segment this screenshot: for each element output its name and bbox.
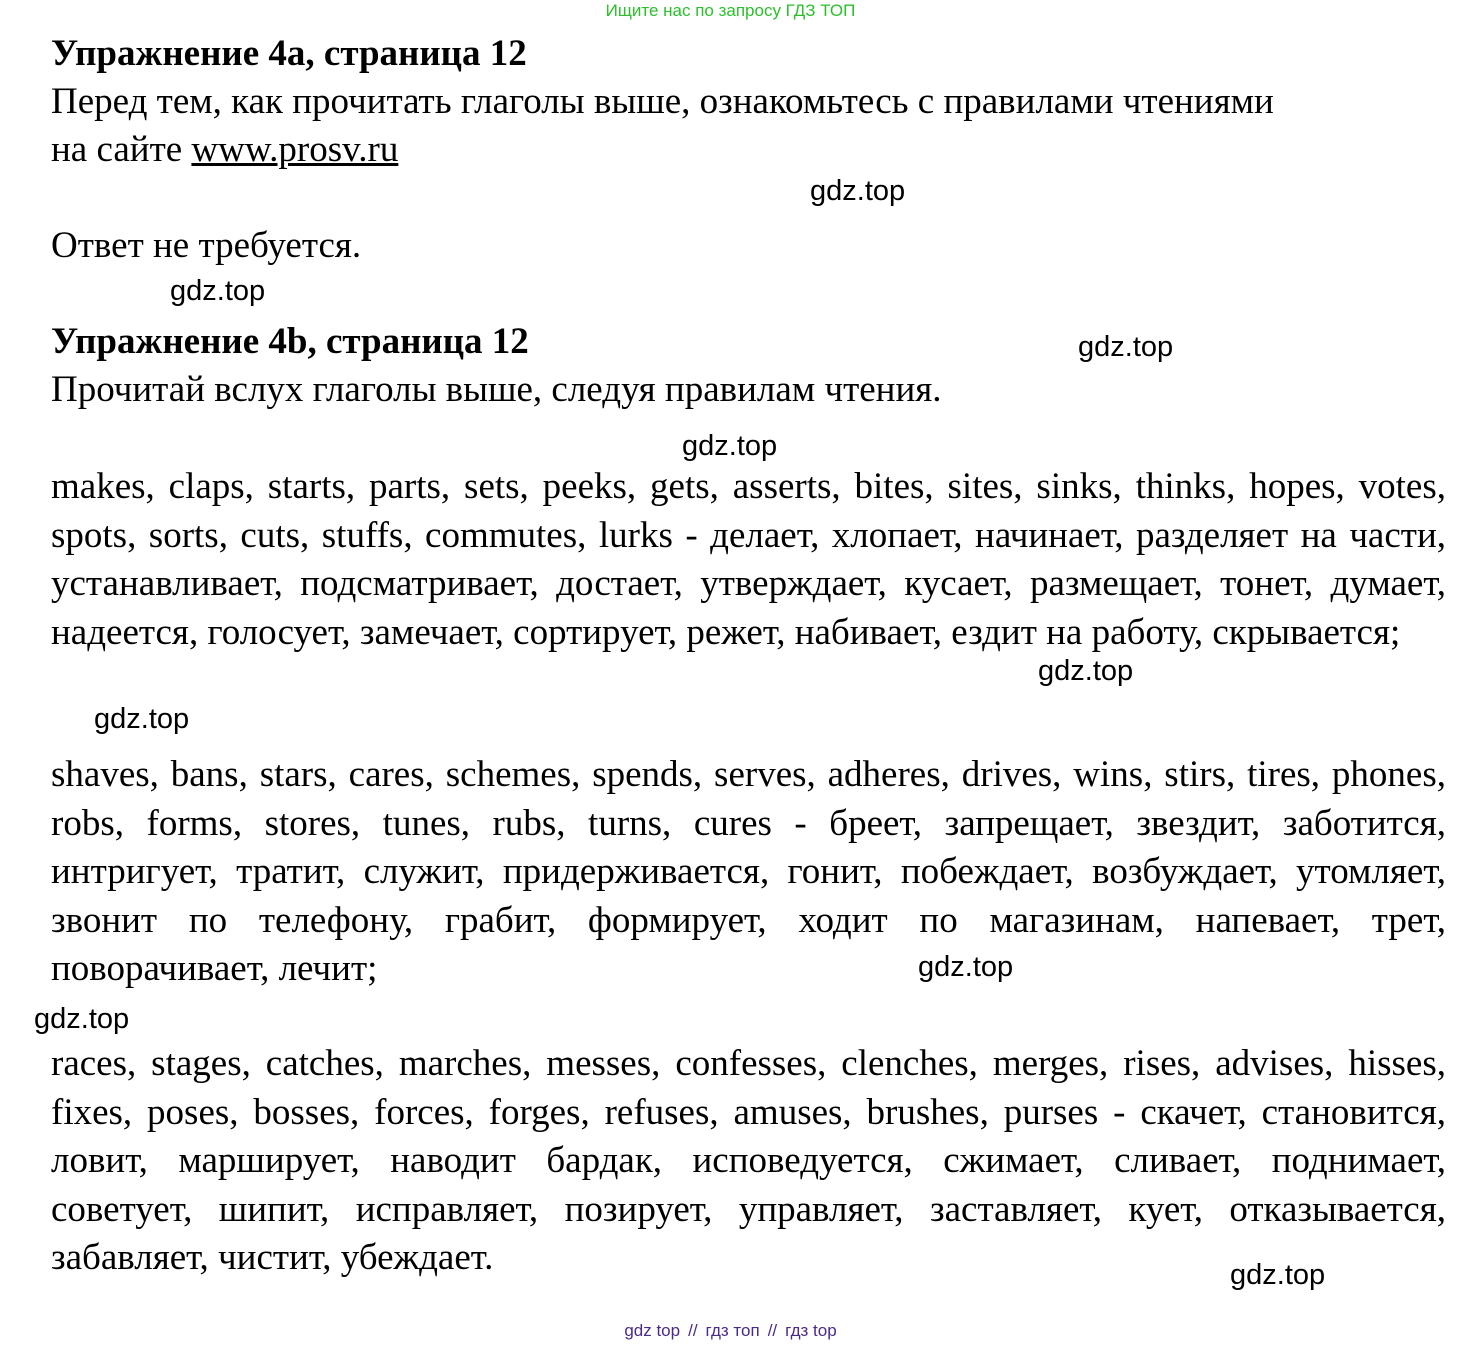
watermark: gdz.top [1230,1259,1326,1291]
verbs-paragraph-1: makes, claps, starts, parts, sets, peeks, gets, asserts, bites, sites, sinks, thinks, hopes, votes, spots, sorts, cuts, stuffs, commutes, lurks - делает, хлопает, начинает, разделяет на части, устанавливает, подсматривает, достает, утверждает, кусает, размещает, тонет, думает, надеется, голосует, замечает, сортирует, режет, набивает, ездит на работу, скрывается; [51,466,1446,653]
exercise-4a-instruction-line1: Перед тем, как прочитать глаголы выше, ознакомьтесь с правилами чтениями [51,81,1274,122]
instruction-prefix: на сайте [51,129,192,170]
exercise-4a-answer: Ответ не требуется. [51,225,362,266]
footer [0,1321,1461,1341]
watermark: gdz.top [1038,655,1134,687]
watermark: gdz.top [94,703,190,735]
prosv-link[interactable]: www.prosv.ru [191,129,399,170]
footer-separator: // [767,1321,778,1340]
watermark: gdz.top [810,175,906,207]
exercise-4b-title: Упражнение 4b, страница 12 [51,321,529,362]
watermark: gdz.top [918,951,1014,983]
watermark: gdz.top [34,1003,130,1035]
watermark: gdz.top [1078,331,1174,363]
footer-item[interactable]: гдз топ [705,1321,760,1340]
watermark: gdz.top [170,275,266,307]
exercise-4a-instruction-line2 [51,128,398,172]
verbs-paragraph-3: races, stages, catches, marches, messes, confesses, clenches, merges, rises, advises, hisses, fixes, poses, bosses, forces, forges, refuses, amuses, brushes, purses - скачет, становится, ловит, марширует, наводит бардак, исповедуется, сжимает, сливает, поднимает, советует, шипит, исправляет, позирует, управляет, заставляет, кует, отказывается, забавляет, чистит, убеждает. [51,1043,1446,1278]
footer-separator: // [688,1321,698,1340]
exercise-4b-instruction: Прочитай вслух глаголы выше, следуя правилам чтения. [51,369,942,410]
footer-item[interactable]: gdz top [624,1321,681,1340]
exercise-4a-title: Упражнение 4a, страница 12 [51,33,527,74]
watermark: gdz.top [682,430,778,462]
verbs-paragraph-2: shaves, bans, stars, cares, schemes, spends, serves, adheres, drives, wins, stirs, tires, phones, robs, forms, stores, tunes, rubs, turns, cures - бреет, запрещает, звездит, заботится, интригует, тратит, служит, придерживается, гонит, побеждает, возбуждает, утомляет, звонит по телефону, грабит, формирует, ходит по магазинам, напевает, трет, поворачивает, лечит; [51,754,1446,989]
top-banner: Ищите нас по запросу ГДЗ ТОП [605,1,856,20]
footer-item[interactable]: гдз top [785,1321,837,1340]
